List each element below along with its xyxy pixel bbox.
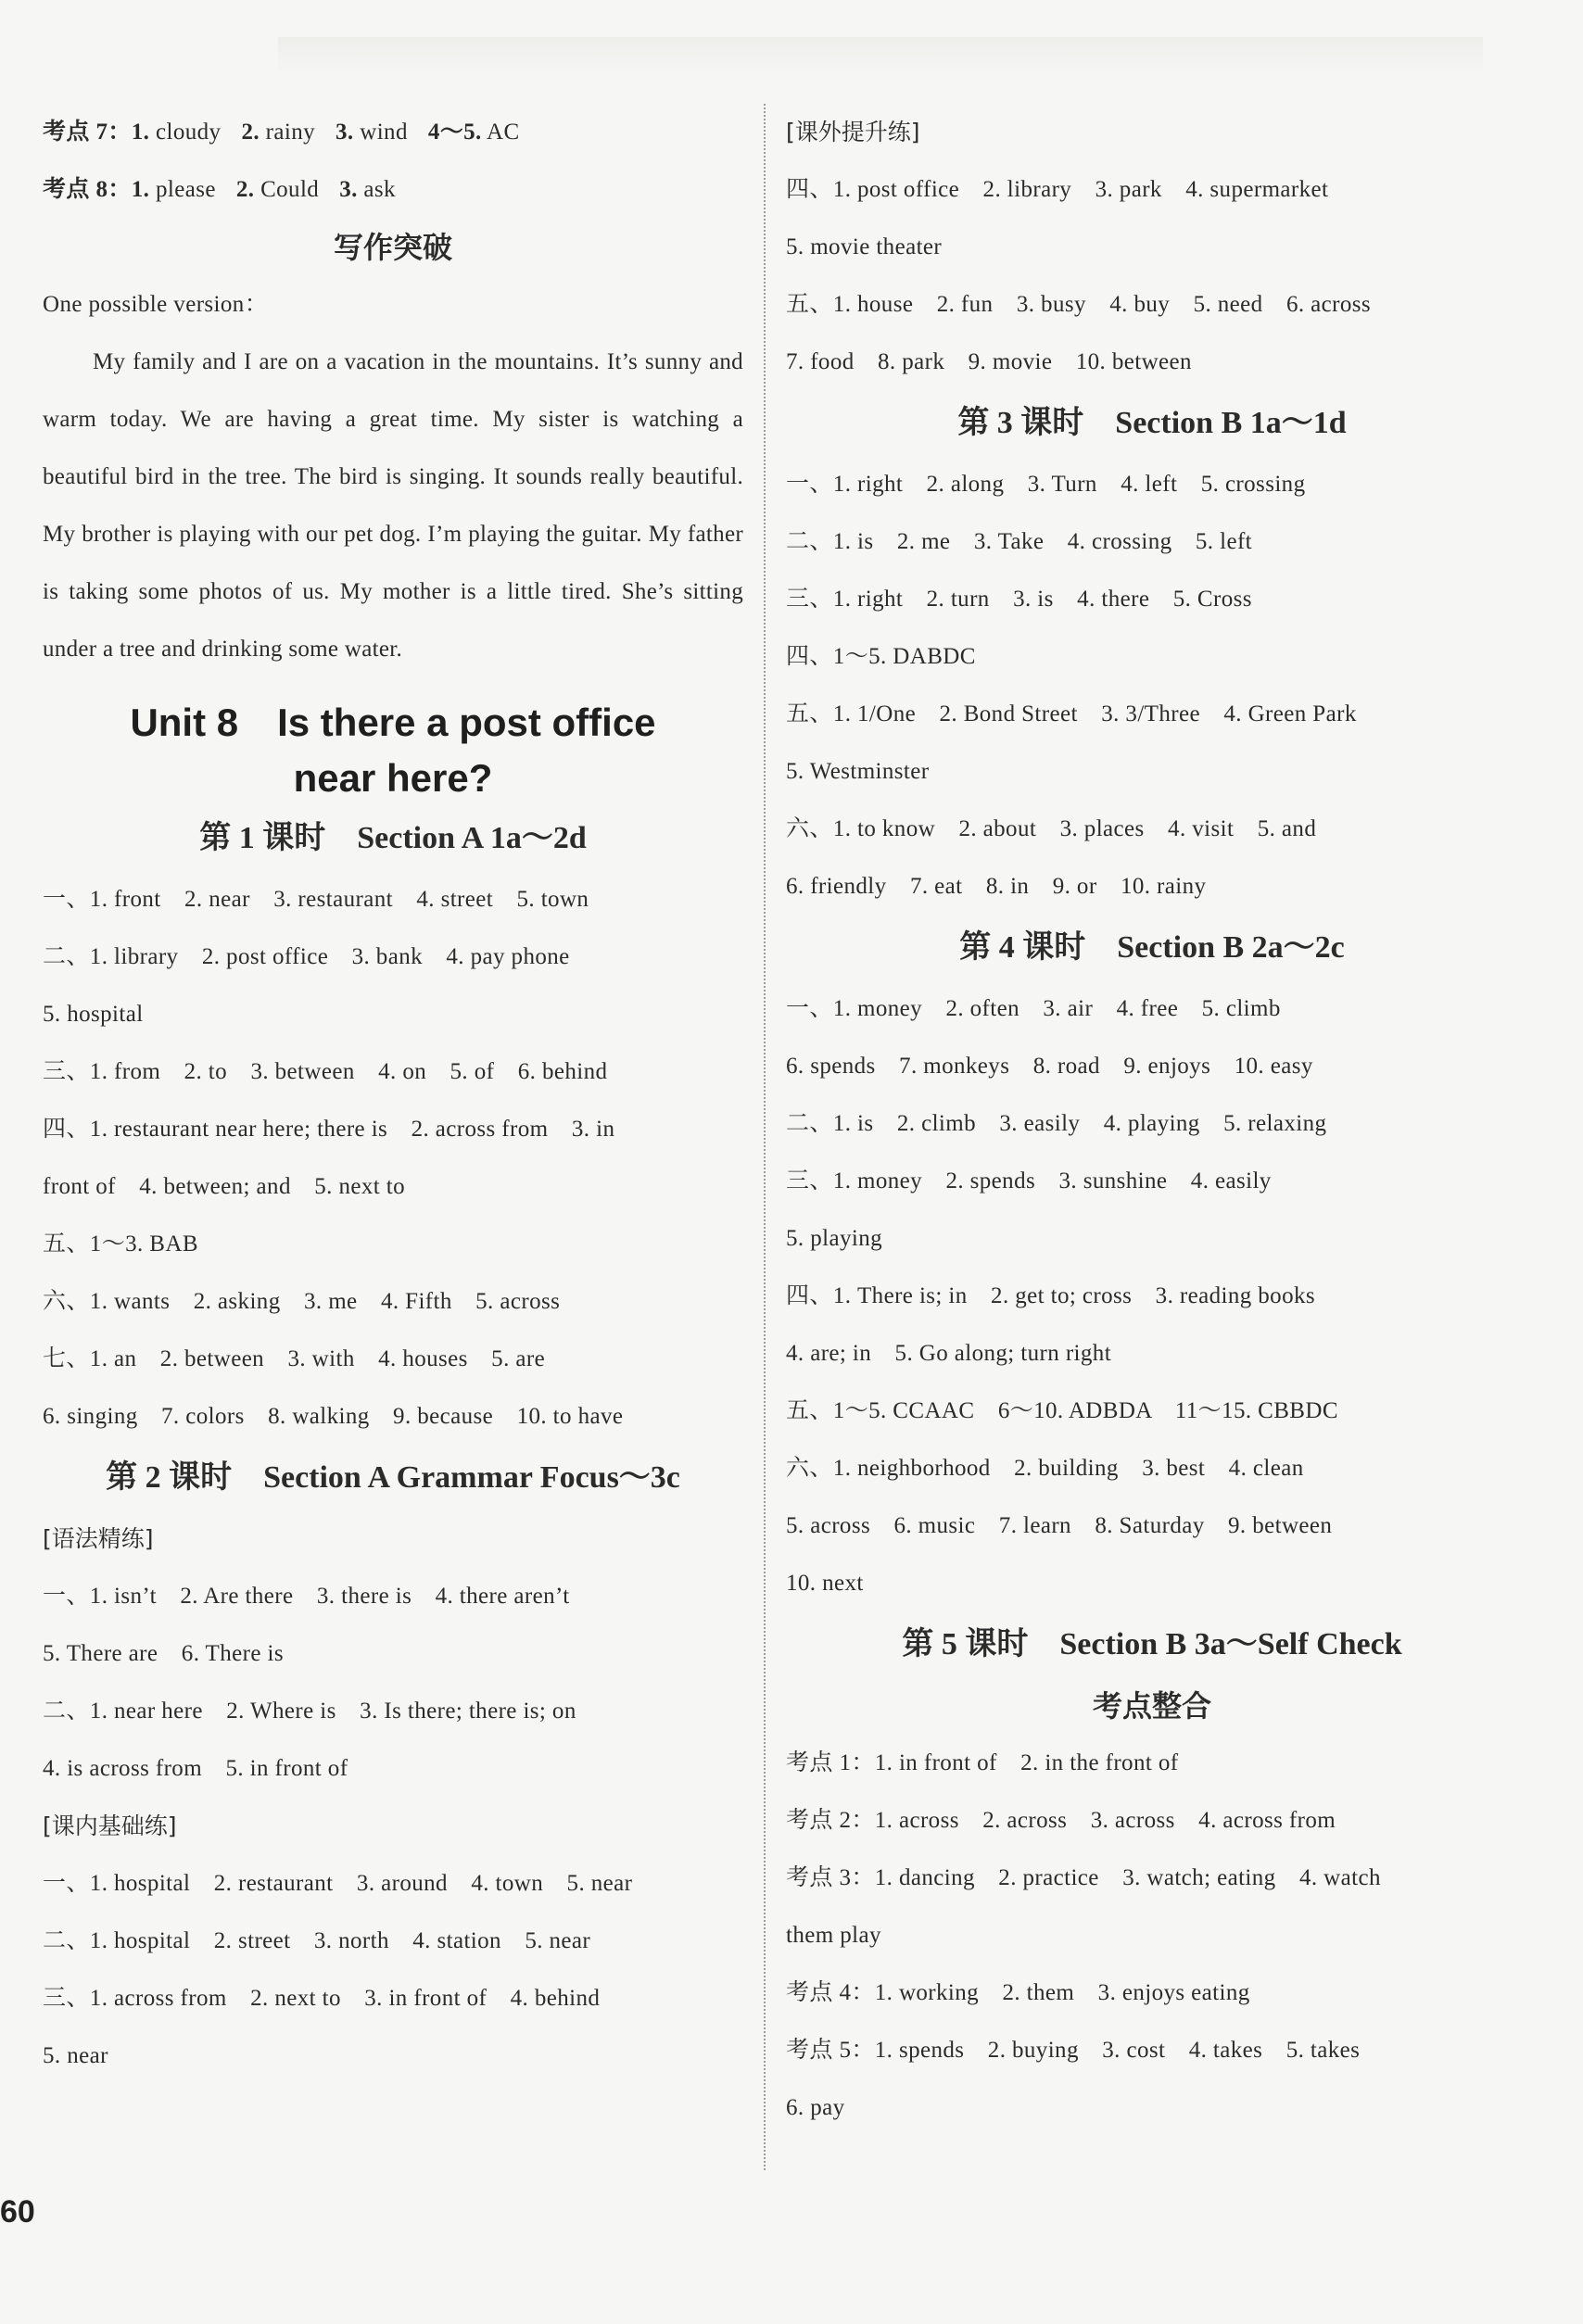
- unit-title-line-2: near here?: [293, 756, 493, 800]
- answer-row: 考点 1：1. in front of 2. in the front of: [786, 1750, 1179, 1775]
- answer-row: 10. next: [786, 1571, 864, 1596]
- grammar-practice-label: [语法精练]: [43, 1525, 154, 1552]
- answer-row: 考点 2：1. across 2. across 3. across 4. across from: [786, 1808, 1336, 1833]
- answer: ask: [363, 177, 396, 202]
- item-number: 3.: [336, 120, 354, 145]
- item-number: 2.: [241, 120, 260, 145]
- answer-row: 六、1. wants 2. asking 3. me 4. Fifth 5. across: [43, 1289, 561, 1314]
- answer-row: 五、1～3. BAB: [43, 1231, 198, 1257]
- integration-title: 考点整合: [1092, 1688, 1211, 1724]
- lesson-3-title: 第 3 课时 Section B 1a～1d: [957, 406, 1347, 440]
- writing-paragraph: [43, 334, 743, 678]
- answer: Could: [260, 177, 320, 202]
- answer-row: 6. pay: [786, 2095, 845, 2120]
- writing-section-title: 写作突破: [333, 230, 452, 265]
- kaodian-7-label: 考点 7：: [43, 120, 132, 145]
- answer-row: 五、1. 1/One 2. Bond Street 3. 3/Three 4. Green Park: [786, 701, 1357, 726]
- lesson-4-title: 第 4 课时 Section B 2a～2c: [959, 930, 1345, 965]
- answer-row: 三、1. right 2. turn 3. is 4. there 5. Cross: [786, 587, 1252, 612]
- answer-row: 一、1. money 2. often 3. air 4. free 5. climb: [786, 996, 1281, 1021]
- answer-row: 四、1～5. DABDC: [786, 644, 976, 669]
- answer-row: 三、1. money 2. spends 3. sunshine 4. easily: [786, 1168, 1272, 1194]
- answer-row: 4. is across from 5. in front of: [43, 1756, 348, 1781]
- writing-text: My family and I are on a vacation in the mountains. It’s sunny and warm today. We are having a great time. My sister is watching a beautiful bird in the tree. The bird is singing. It sounds really beautiful. My brother is playing with our pet dog. I’m playing the guitar. My father is taking some photos of us. My mother is a little tired. She’s sitting under a tree and drinking some water.: [43, 349, 743, 662]
- answer-row: 5. across 6. music 7. learn 8. Saturday 9. between: [786, 1513, 1333, 1538]
- writing-intro: One possible version：: [43, 292, 269, 317]
- answer-row: front of 4. between; and 5. next to: [43, 1174, 405, 1199]
- left-column: [43, 104, 743, 2085]
- answer-row: 四、1. There is; in 2. get to; cross 3. reading books: [786, 1283, 1316, 1308]
- answer: please: [155, 177, 216, 202]
- answer: rainy: [265, 120, 316, 145]
- answer-row: 考点 3：1. dancing 2. practice 3. watch; eating 4. watch: [786, 1865, 1381, 1890]
- answer-row: 二、1. hospital 2. street 3. north 4. station 5. near: [43, 1928, 591, 1953]
- answer-row: 5. hospital: [43, 1002, 144, 1027]
- right-column: [786, 104, 1518, 2137]
- answer: AC: [487, 120, 520, 145]
- answer-row: 二、1. is 2. climb 3. easily 4. playing 5. relaxing: [786, 1111, 1327, 1136]
- answer-row: them play: [786, 1923, 881, 1948]
- answer-row: 6. singing 7. colors 8. walking 9. because 10. to have: [43, 1404, 624, 1429]
- answer-row: 七、1. an 2. between 3. with 4. houses 5. are: [43, 1346, 546, 1371]
- answer-row: 6. friendly 7. eat 8. in 9. or 10. rainy: [786, 874, 1207, 899]
- answer-row: 5. playing: [786, 1226, 882, 1251]
- answer-row: 考点 4：1. working 2. them 3. enjoys eating: [786, 1980, 1250, 2005]
- answer-row: 一、1. front 2. near 3. restaurant 4. street 5. town: [43, 887, 589, 912]
- answer-row: 六、1. neighborhood 2. building 3. best 4. clean: [786, 1456, 1304, 1481]
- scan-shadow: [278, 37, 1483, 74]
- answer-row: 5. There are 6. There is: [43, 1641, 284, 1666]
- answer-row: 一、1. right 2. along 3. Turn 4. left 5. crossing: [786, 472, 1306, 497]
- answer-row: 二、1. library 2. post office 3. bank 4. pay phone: [43, 944, 570, 969]
- answer-row: 三、1. across from 2. next to 3. in front of 4. behind: [43, 1986, 601, 2011]
- answer-row: 5. near: [43, 2043, 108, 2068]
- answer-row: 5. Westminster: [786, 759, 930, 784]
- answer-row: 4. are; in 5. Go along; turn right: [786, 1341, 1112, 1366]
- answer-row: 五、1. house 2. fun 3. busy 4. buy 5. need 6. across: [786, 292, 1372, 317]
- answer: wind: [360, 120, 408, 145]
- answer: cloudy: [155, 120, 222, 145]
- answer-row: 6. spends 7. monkeys 8. road 9. enjoys 10. easy: [786, 1054, 1313, 1079]
- item-number: 2.: [235, 177, 255, 202]
- item-number: 3.: [339, 177, 358, 202]
- answer-row: 一、1. isn’t 2. Are there 3. there is 4. there aren’t: [43, 1584, 570, 1609]
- answer-row: 三、1. from 2. to 3. between 4. on 5. of 6. behind: [43, 1059, 608, 1084]
- answer-row: 一、1. hospital 2. restaurant 3. around 4. town 5. near: [43, 1871, 633, 1896]
- answer-row: 六、1. to know 2. about 3. places 4. visit 5. and: [786, 816, 1317, 841]
- answer-row: 二、1. is 2. me 3. Take 4. crossing 5. left: [786, 529, 1253, 554]
- kaodian-8-label: 考点 8：: [43, 177, 132, 202]
- answer-row: 二、1. near here 2. Where is 3. Is there; there is; on: [43, 1699, 576, 1724]
- item-number: 1.: [131, 177, 150, 202]
- answer-row: 四、1. post office 2. library 3. park 4. supermarket: [786, 177, 1329, 202]
- kaodian-7-row: [43, 104, 743, 161]
- lesson-1-title: 第 1 课时 Section A 1a～2d: [199, 821, 587, 855]
- answer-row: 四、1. restaurant near here; there is 2. across from 3. in: [43, 1117, 615, 1142]
- lesson-5-title: 第 5 课时 Section B 3a～Self Check: [902, 1627, 1402, 1661]
- column-divider: [764, 104, 766, 2170]
- page-number: 60: [0, 2194, 35, 2229]
- item-number: 1.: [131, 120, 150, 145]
- answer-row: 7. food 8. park 9. movie 10. between: [786, 349, 1192, 374]
- lesson-2-title: 第 2 课时 Section A Grammar Focus～3c: [106, 1460, 680, 1495]
- item-number: 4～5.: [427, 120, 482, 145]
- basic-practice-label: [课内基础练]: [43, 1812, 177, 1839]
- extra-practice-label: [课外提升练]: [786, 119, 920, 145]
- answer-row: 考点 5：1. spends 2. buying 3. cost 4. takes 5. takes: [786, 2038, 1361, 2063]
- answer-row: 5. movie theater: [786, 234, 943, 259]
- unit-title-line-1: Unit 8 Is there a post office: [130, 701, 656, 744]
- answer-row: 五、1～5. CCAAC 6～10. ADBDA 11～15. CBBDC: [786, 1398, 1338, 1423]
- kaodian-8-row: [43, 161, 743, 219]
